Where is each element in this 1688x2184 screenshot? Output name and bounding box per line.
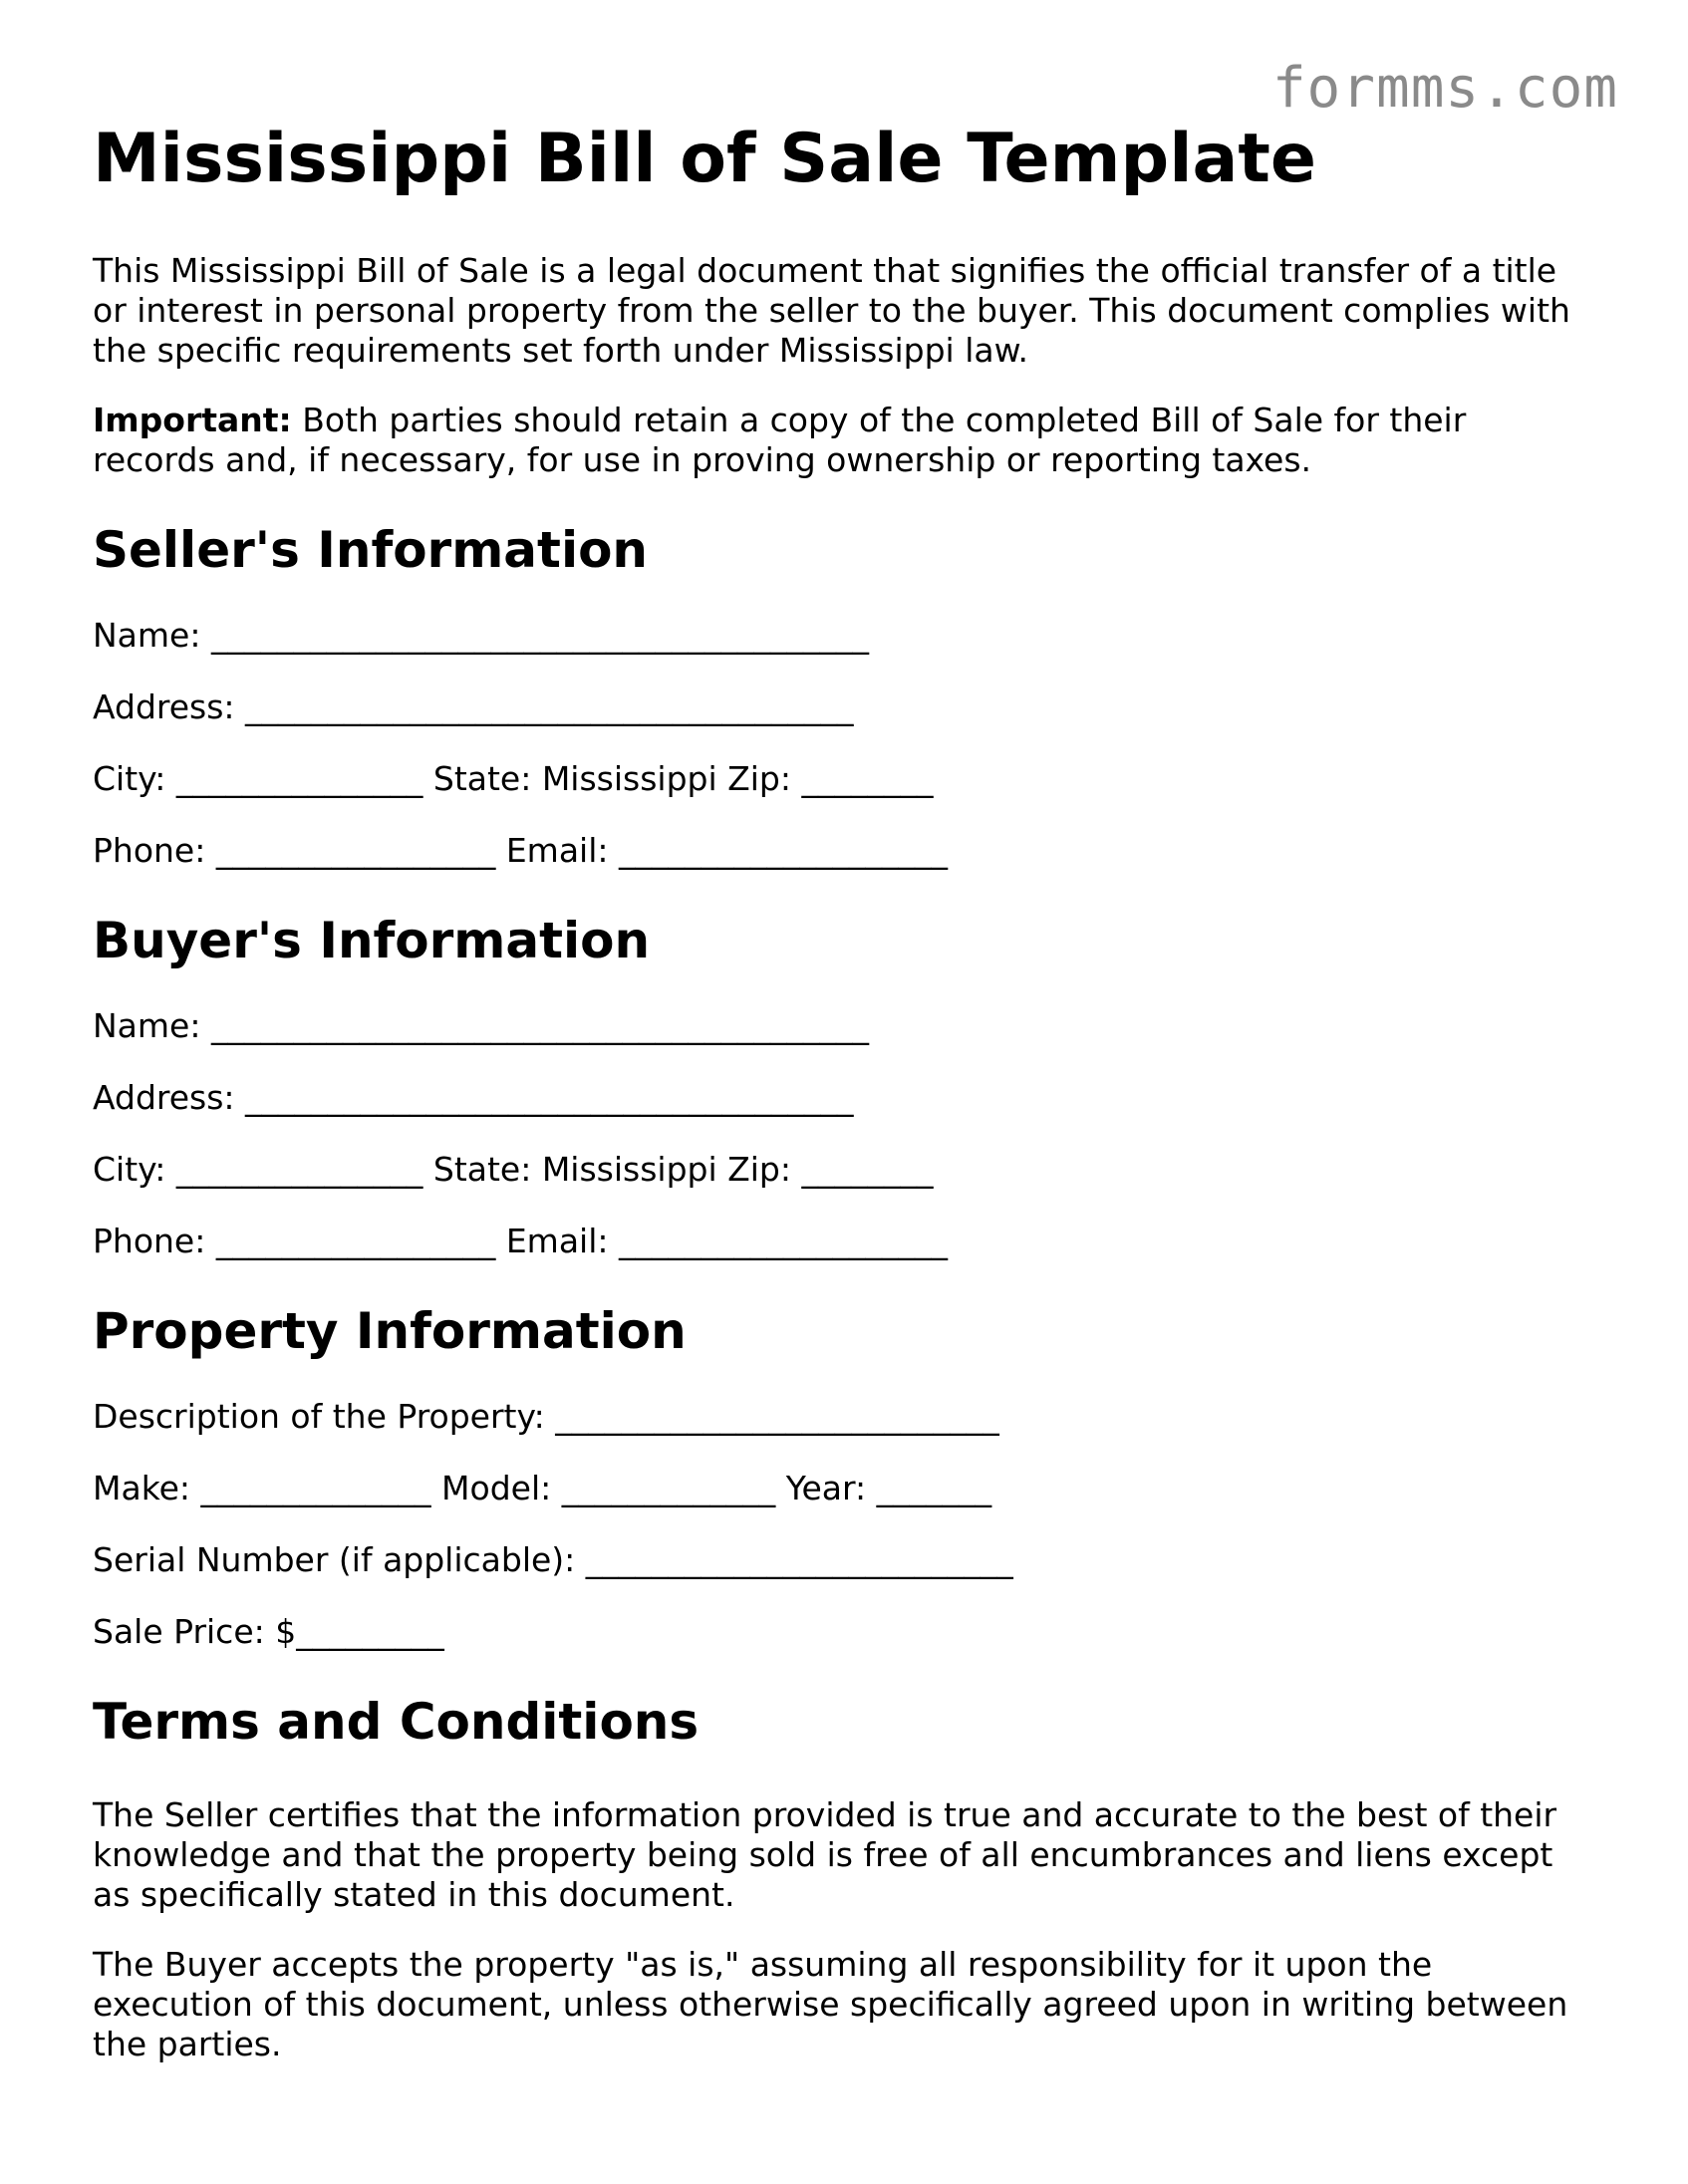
property-price-field[interactable]: Sale Price: $_________: [93, 1612, 444, 1651]
page-title: Mississippi Bill of Sale Template: [93, 120, 1317, 198]
important-label: Important:: [93, 401, 292, 439]
terms-section: [93, 1692, 1597, 2064]
seller-city-state-zip-field[interactable]: City: _______________ State: Mississippi Zip: ________: [93, 759, 934, 798]
seller-phone-email-field[interactable]: Phone: _________________ Email: ____________________: [93, 831, 948, 870]
watermark: formms.com: [1271, 56, 1618, 121]
seller-heading: Seller's Information: [93, 521, 649, 579]
buyer-name-field[interactable]: Name: ________________________________________: [93, 1006, 869, 1045]
property-description-field[interactable]: Description of the Property: ___________________________: [93, 1397, 999, 1436]
seller-name-field[interactable]: Name: ________________________________________: [93, 616, 869, 655]
intro-paragraph: This Mississippi Bill of Sale is a legal document that signifies the official transfer of a title or interest in personal property from the seller to the buyer. This document complies with the specific requirements set forth under Mississippi law.: [93, 251, 1570, 370]
buyer-address-field[interactable]: Address: _____________________________________: [93, 1078, 854, 1117]
property-serial-field[interactable]: Serial Number (if applicable): __________________________: [93, 1540, 1013, 1579]
terms-paragraph-seller: The Seller certifies that the information provided is true and accurate to the best of their knowledge and that the property being sold is free of all encumbrances and liens except as specifically stated in this document.: [93, 1795, 1557, 1914]
terms-paragraph-buyer: The Buyer accepts the property "as is," assuming all responsibility for it upon the execution of this document, unless otherwise specifically agreed upon in writing between the parties.: [93, 1945, 1568, 2063]
document-page: [93, 118, 1597, 2094]
buyer-city-state-zip-field[interactable]: City: _______________ State: Mississippi Zip: ________: [93, 1150, 934, 1189]
property-heading: Property Information: [93, 1302, 687, 1360]
terms-heading: Terms and Conditions: [93, 1693, 700, 1751]
buyer-phone-email-field[interactable]: Phone: _________________ Email: ____________________: [93, 1222, 948, 1260]
important-note: [93, 401, 1597, 480]
important-text: Both parties should retain a copy of the completed Bill of Sale for their records and, if necessary, for use in proving ownership or reporting taxes.: [93, 401, 1467, 479]
property-section: [93, 1301, 1597, 1652]
property-make-model-year-field[interactable]: Make: ______________ Model: _____________ Year: _______: [93, 1469, 992, 1507]
seller-section: [93, 520, 1597, 871]
buyer-heading: Buyer's Information: [93, 912, 651, 969]
buyer-section: [93, 911, 1597, 1261]
seller-address-field[interactable]: Address: _____________________________________: [93, 687, 854, 726]
